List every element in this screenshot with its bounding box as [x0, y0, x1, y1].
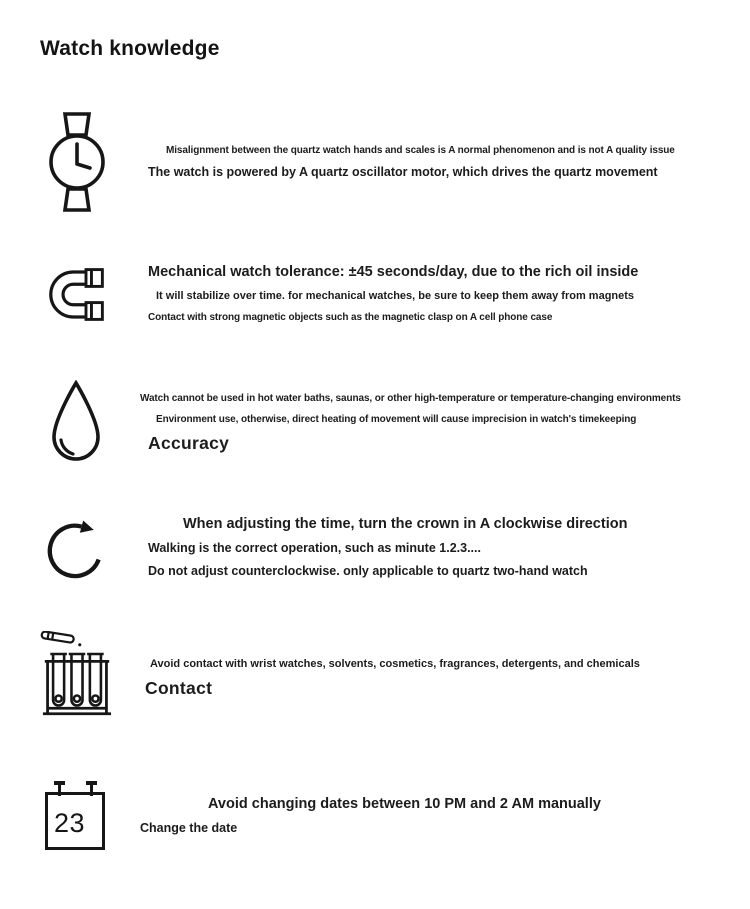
text-line: Mechanical watch tolerance: ±45 seconds/day, due to the rich oil inside [148, 264, 639, 280]
icon-cell [40, 781, 112, 850]
section-contact-chemicals [40, 631, 750, 723]
calendar-ring-icon [90, 781, 94, 796]
watch-icon [45, 112, 107, 212]
text-line: Do not adjust counterclockwise. only applicable to quartz two-hand watch [148, 564, 588, 578]
text-line: Contact [145, 677, 213, 698]
water-drop-icon [47, 380, 105, 464]
text-cell [112, 260, 750, 328]
calendar-ring-icon [58, 781, 62, 796]
clockwise-arrow-icon [45, 515, 107, 581]
text-line: Contact with strong magnetic objects such as the magnetic clasp on A cell phone case [148, 312, 553, 323]
text-line: Environment use, otherwise, direct heating of movement will cause imprecision in watch's timekeeping [156, 413, 637, 425]
calendar-box [45, 792, 105, 850]
text-line: Misalignment between the quartz watch hands and scales is A normal phenomenon and is not A quality issue [166, 145, 675, 156]
icon-cell [40, 112, 112, 212]
section-change-date [40, 781, 750, 850]
icon-cell [40, 631, 114, 723]
text-cell [112, 792, 750, 840]
icon-cell [40, 268, 112, 321]
text-line: Watch cannot be used in hot water baths, saunas, or other high-temperature or temperature-changing environments [140, 392, 681, 404]
text-line: When adjusting the time, turn the crown in A clockwise direction [183, 516, 628, 532]
text-line: Avoid contact with wrist watches, solvents, cosmetics, fragrances, detergents, and chemicals [150, 657, 640, 670]
text-line: Accuracy [148, 432, 230, 453]
page-title: Watch knowledge [40, 37, 220, 60]
test-tubes-icon [40, 631, 114, 723]
text-line: Change the date [140, 820, 238, 835]
text-cell [112, 388, 750, 457]
magnet-icon [46, 268, 106, 321]
icon-cell [40, 515, 112, 581]
section-quartz-movement [40, 112, 750, 212]
text-cell [112, 140, 750, 184]
text-line: Avoid changing dates between 10 PM and 2 AM manually [208, 795, 601, 812]
icon-cell [40, 380, 112, 464]
text-line: The watch is powered by A quartz oscillator motor, which drives the quartz movement [148, 165, 658, 179]
section-accuracy [40, 380, 750, 464]
text-line: Walking is the correct operation, such as minute 1.2.3.... [148, 541, 481, 555]
section-magnetism [40, 260, 750, 328]
calendar-icon [45, 781, 108, 850]
calendar-day: 23 [53, 807, 86, 838]
section-adjusting-time [40, 512, 750, 583]
text-cell [114, 653, 750, 702]
text-line: It will stabilize over time. for mechanical watches, be sure to keep them away from magnets [156, 290, 635, 302]
text-cell [112, 512, 750, 583]
